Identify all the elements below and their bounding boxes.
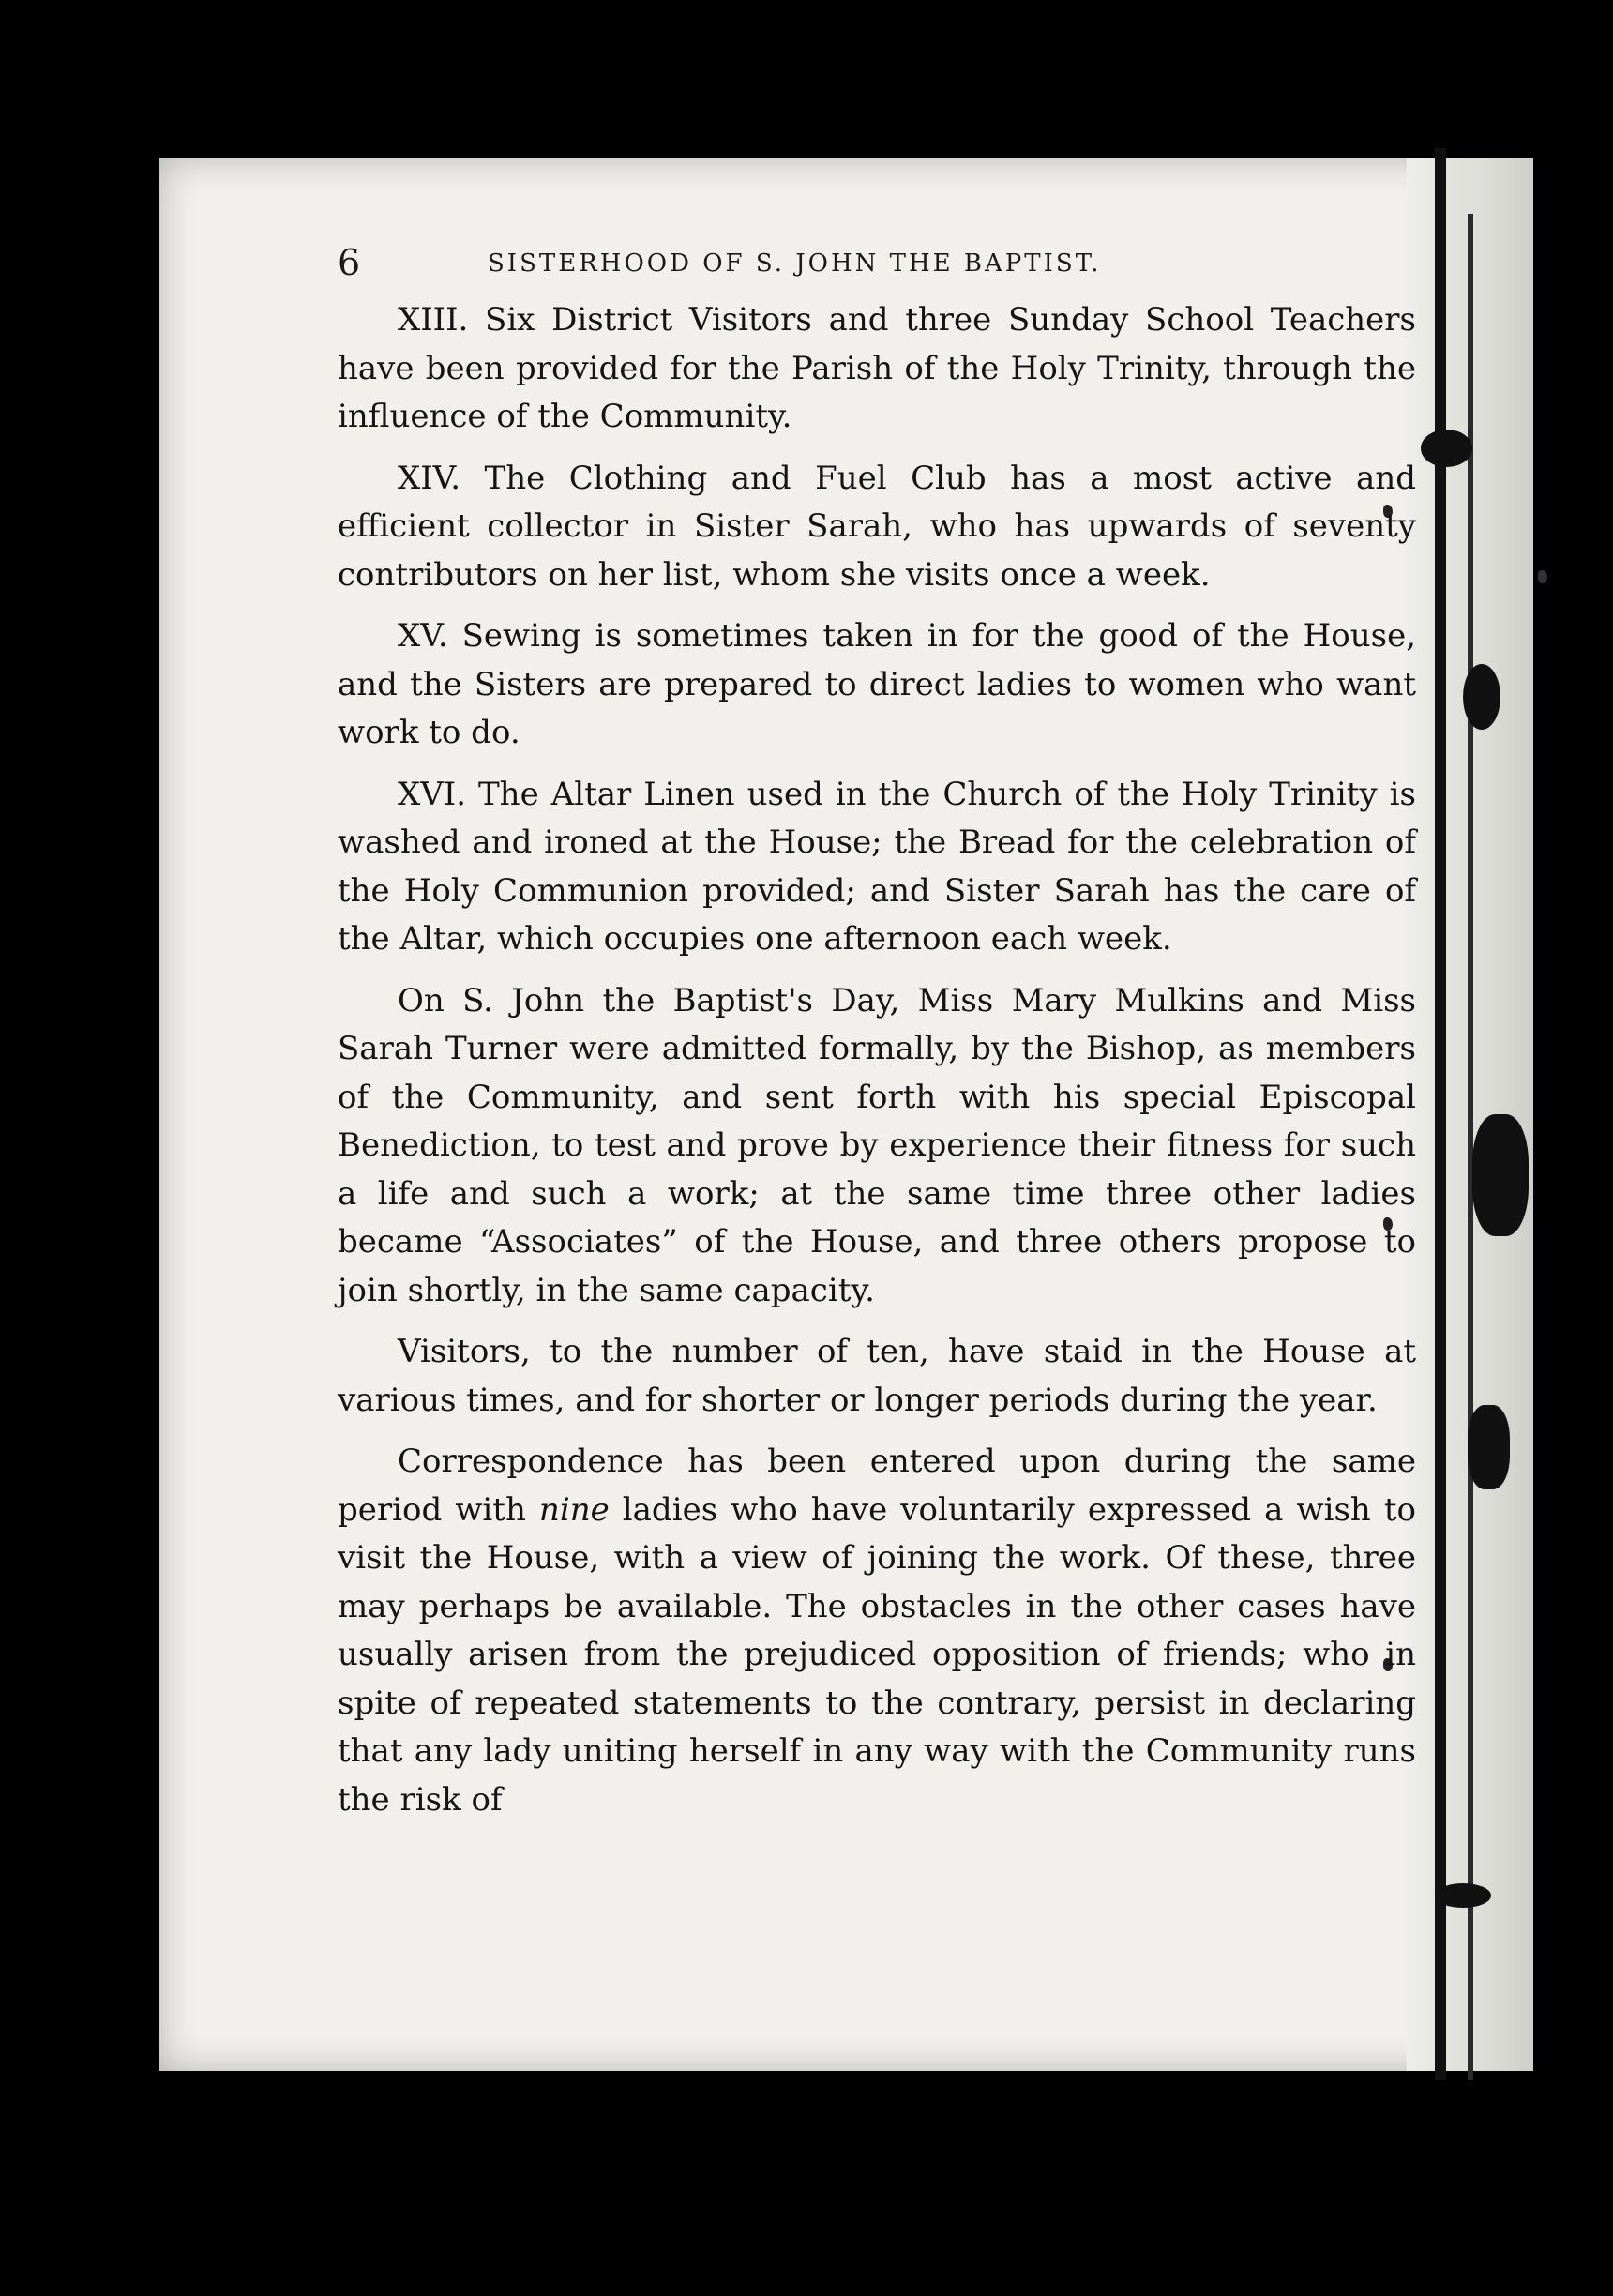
ink-blot: [1472, 1114, 1529, 1236]
book-page: [159, 158, 1533, 2071]
paragraph-last: [338, 1438, 1416, 1824]
ink-blot: [1463, 664, 1500, 730]
italic-word: nine: [538, 1490, 610, 1529]
running-title: SISTERHOOD OF S. JOHN THE BAPTIST.: [488, 249, 1102, 278]
paragraph: Visitors, to the number of ten, have staid in the House at various times, and for shorter or longer periods during the year.: [338, 1333, 1416, 1419]
binding-edge: [1468, 214, 1473, 2080]
paragraph: XIV. The Clothing and Fuel Club has a most active and efficient collector in Sister Sarah, who has upwards of seventy contributors on her list, whom she visits once a week.: [338, 459, 1416, 594]
ink-blot: [1421, 430, 1472, 467]
text-run: ladies who have voluntarily expressed a wish to visit the House, with a view of joining the work. Of these, three may perhaps be available. The obstacles in the other cases have usually arisen from the prejudiced opposition of friends; who in spite of repeated statements to the contrary, persist in declaring that any lady uniting herself in any way with the Community runs the risk of: [338, 1490, 1416, 1819]
ink-blot: [1468, 1405, 1510, 1489]
ink-blot: [1435, 1883, 1491, 1908]
paragraph: XVI. The Altar Linen used in the Church of the Holy Trinity is washed and ironed at the House; the Bread for the celebration of the Holy Communion provided; and Sister Sarah has the care of the Altar, which occupies one afternoon each week.: [338, 775, 1416, 958]
margin-mark: [1538, 570, 1547, 583]
paragraph: XV. Sewing is sometimes taken in for the good of the House, and the Sisters are prepared to direct ladies to women who want work to do.: [338, 617, 1416, 751]
text-run: Correspondence has been entered upon during the same period with: [338, 1443, 1416, 1529]
body-text: [338, 296, 1416, 1824]
page-number: 6: [338, 242, 361, 283]
page-header: [338, 242, 1313, 289]
paragraph: XIII. Six District Visitors and three Sunday School Teachers have been provided for the Parish of the Holy Trinity, through the influence of the Community.: [338, 301, 1416, 435]
paragraph: On S. John the Baptist's Day, Miss Mary Mulkins and Miss Sarah Turner were admitted formally, by the Bishop, as members of the Community, and sent forth with his special Episcopal Benediction, to test and prove by experience their fitness for such a life and such a work; at the same time three other ladies became “Associates” of the House, and three others propose to join shortly, in the same capacity.: [338, 981, 1416, 1309]
